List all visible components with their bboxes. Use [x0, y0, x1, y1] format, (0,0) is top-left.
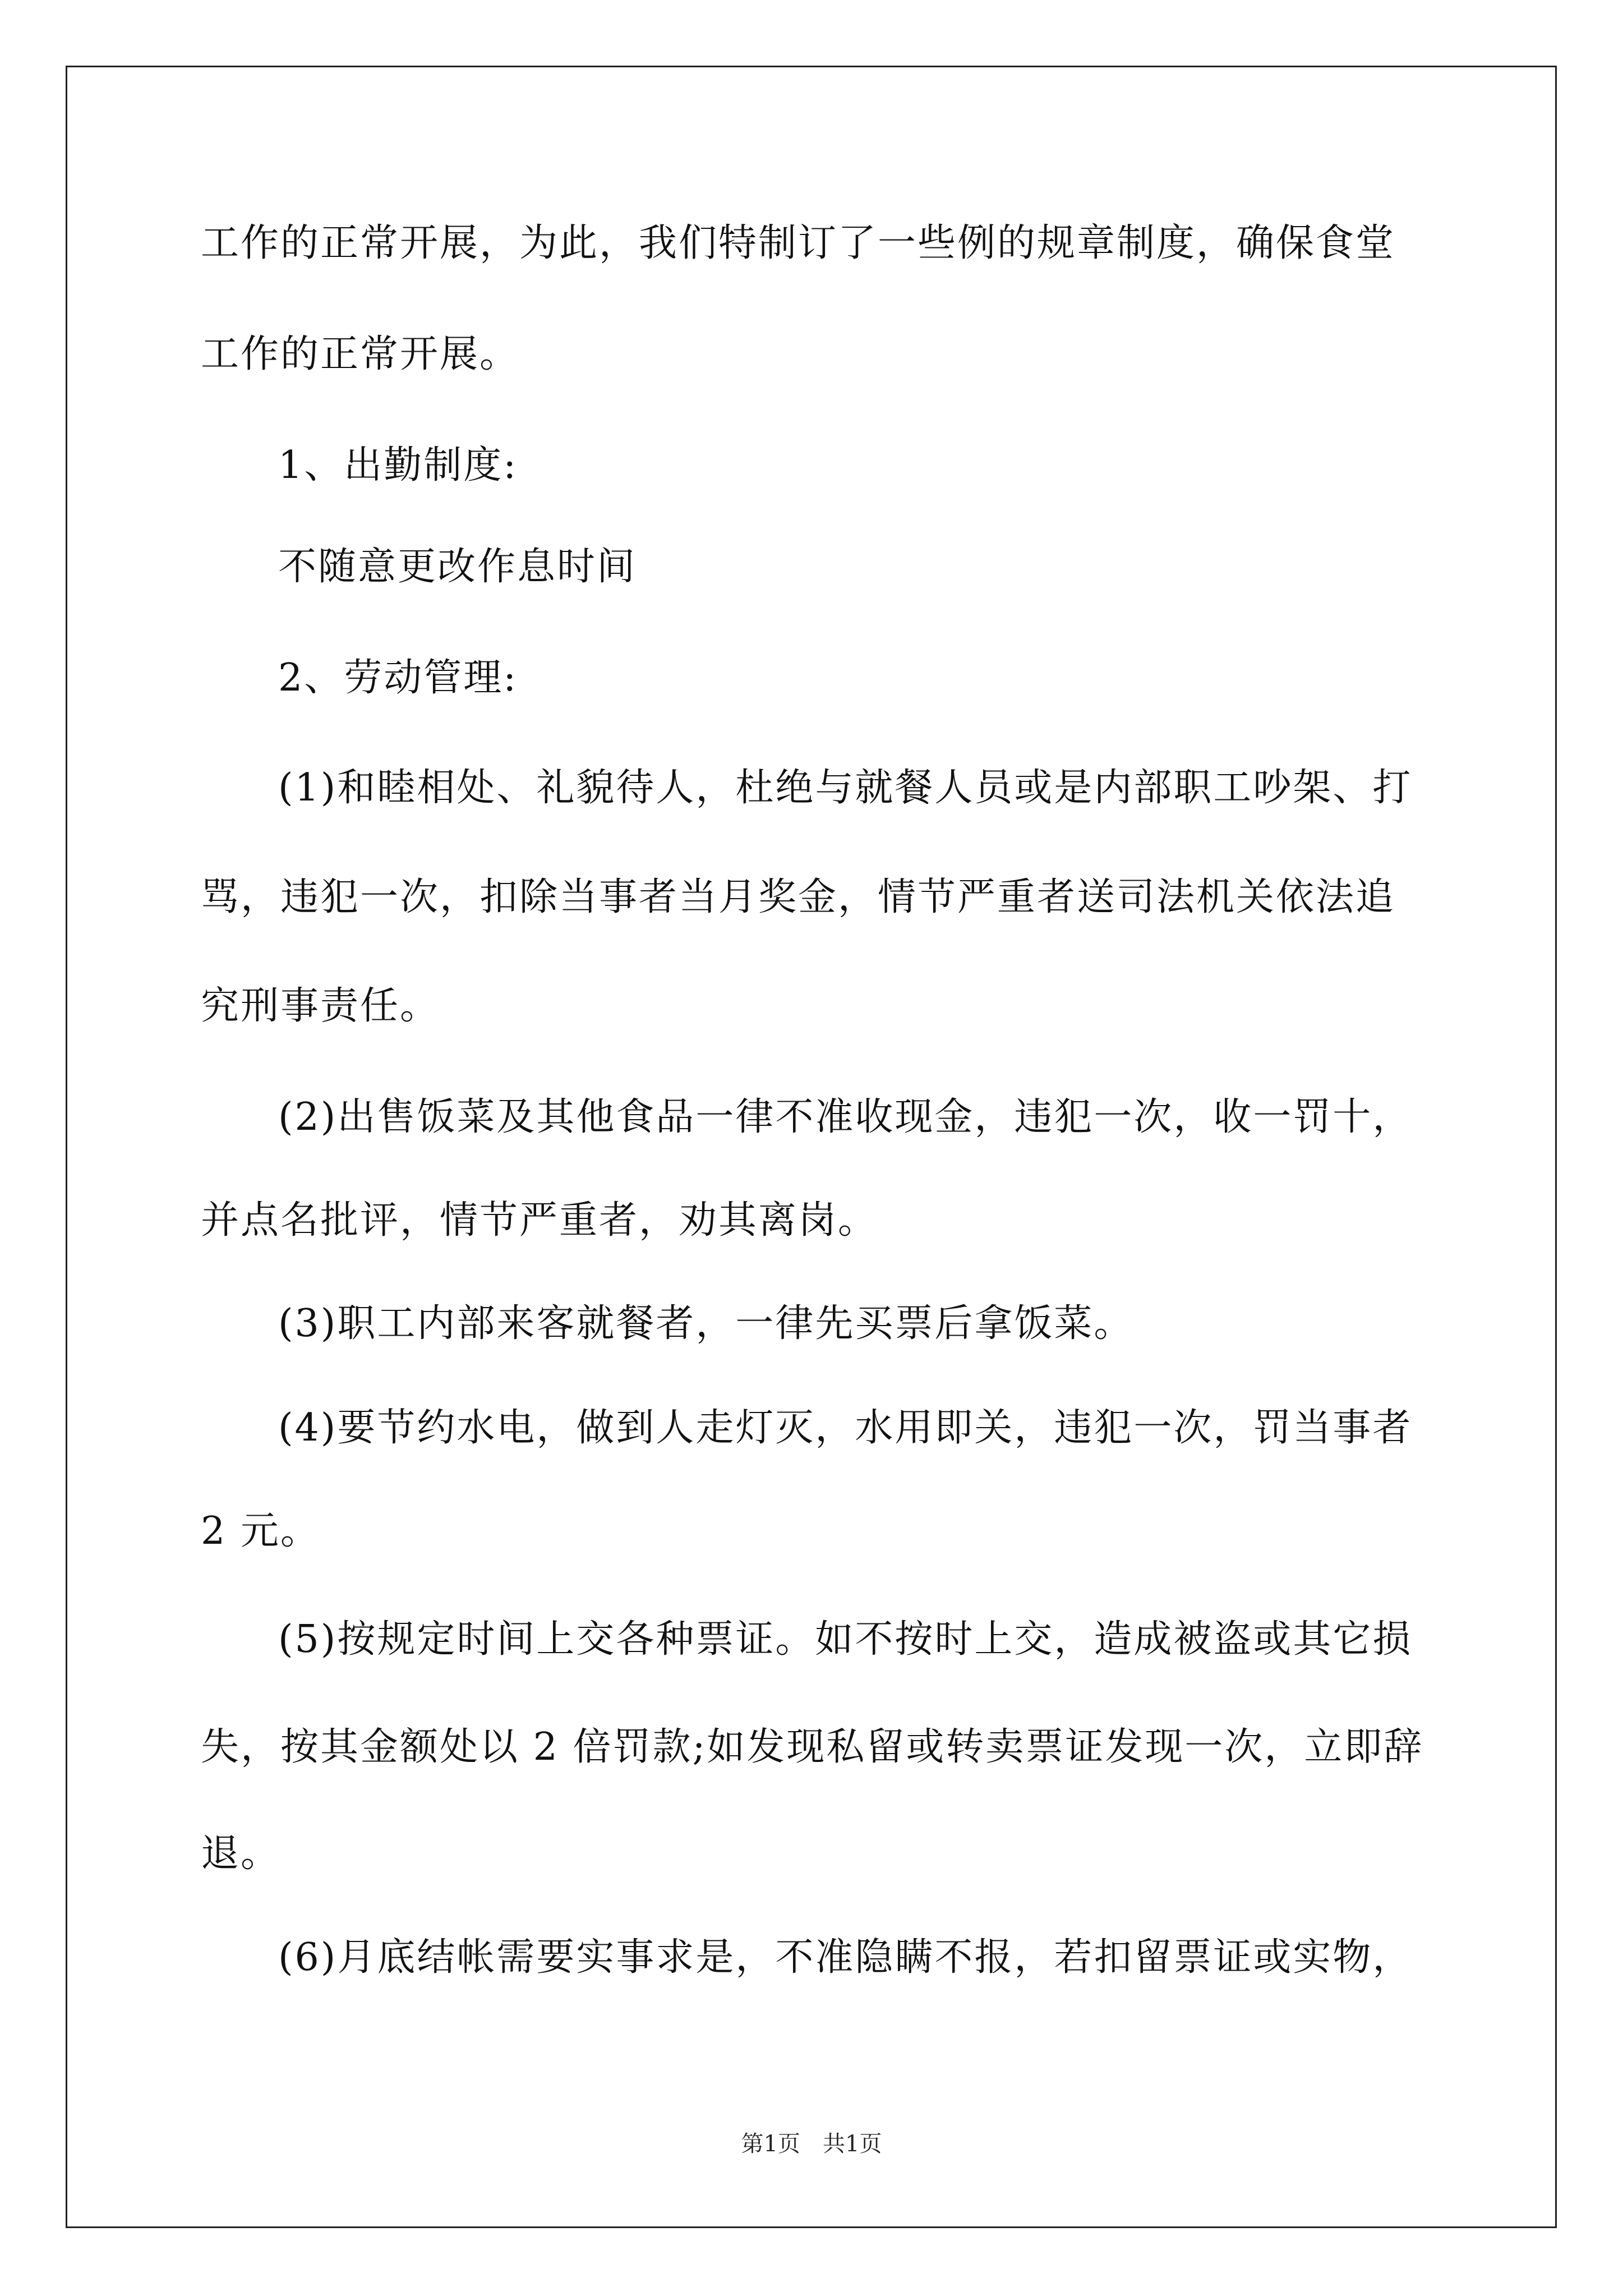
- body-text-line: (3)职工内部来客就餐者，一律先买票后拿饭菜。: [278, 1301, 1134, 1346]
- body-text-line: (2)出售饭菜及其他食品一律不准收现金，违犯一次，收一罚十，: [278, 1095, 1413, 1139]
- body-text-line: (6)月底结帐需要实事求是，不准隐瞒不报，若扣留票证或实物，: [278, 1935, 1413, 1980]
- body-text-line: 退。: [201, 1832, 281, 1876]
- section-heading: 2、劳动管理:: [278, 656, 518, 700]
- body-text-line: 并点名批评，情节严重者，劝其离岗。: [201, 1198, 878, 1243]
- page-footer: 第1页 共1页: [741, 2131, 882, 2157]
- body-text-line: 工作的正常开展。: [201, 332, 520, 376]
- body-text-line: 不随意更改作息时间: [278, 545, 637, 589]
- body-text-line: 究刑事责任。: [201, 984, 440, 1028]
- body-text-line: (1)和睦相处、礼貌待人，杜绝与就餐人员或是内部职工吵架、打: [278, 766, 1413, 810]
- body-text-line: (5)按规定时间上交各种票证。如不按时上交，造成被盗或其它损: [278, 1617, 1413, 1662]
- body-text-line: (4)要节约水电，做到人走灯灭，水用即关，违犯一次，罚当事者: [278, 1406, 1413, 1450]
- body-text-line: 工作的正常开展，为此，我们特制订了一些例的规章制度，确保食堂: [201, 221, 1396, 265]
- page-border: [66, 66, 1557, 2228]
- body-text-line: 失，按其金额处以 2 倍罚款;如发现私留或转卖票证发现一次，立即辞: [201, 1725, 1424, 1769]
- section-heading: 1、出勤制度:: [278, 443, 518, 487]
- body-text-line: 骂，违犯一次，扣除当事者当月奖金，情节严重者送司法机关依法追: [201, 875, 1396, 919]
- body-text-line: 2 元。: [201, 1509, 320, 1553]
